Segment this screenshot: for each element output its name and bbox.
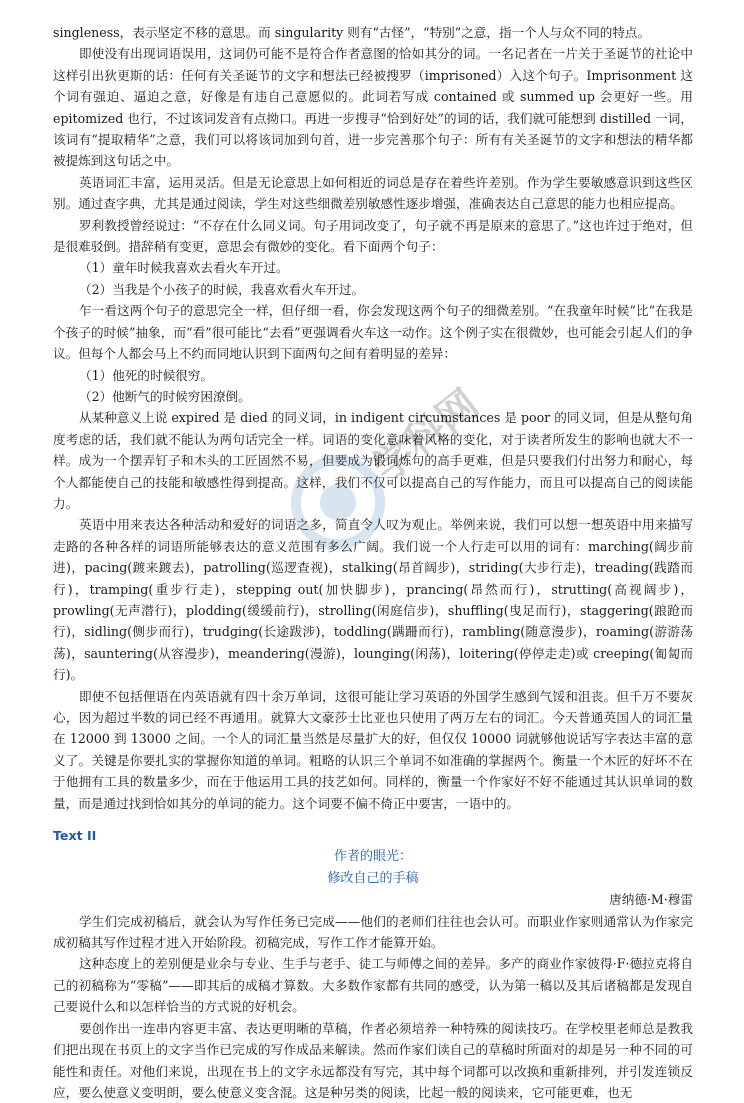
paragraph: 罗利教授曾经说过：“不存在什么同义词。句子用词改变了，句子就不再是原来的意思了。”这也许过于绝对，但是很难驳倒。措辞稍有变更，意思会有微妙的变化。看下面两个句子： <box>53 217 693 255</box>
article-title-line-2: 修改自己的手稿 <box>327 870 419 886</box>
paragraph: 从某种意义上说 expired 是 died 的同义词，in indigent circumstances 是 poor 的同义词，但是从整句角度考虑的话，我们就不能认为两句话完全一样。词语的变化意味着风格的变化，对于读者所发生的影响也就大不一样。成为一个摆弄钉子和木头的工匠固然不易，但要成为锻词炼句的高手更难，但是只要我们付出努力和耐心，每个人都能使自己的技能和敏感性得到提高。这样，我们不仅可以提高自己的写作能力，而且可以提高自己的阅读能力。 <box>53 410 693 511</box>
paragraph: 即使不包括俚语在内英语就有四十余万单词，这很可能让学习英语的外国学生感到气馁和沮丧。但千万不要灰心，因为超过半数的词已经不再通用。就算大文豪莎士比亚也只使用了两万左右的词汇。今天普通英国人的词汇量在 12000 到 13000 之间。一个人的词汇量当然是尽量扩大的好，但仅仅 10000 词就够他说话写字表达丰富的意义了。关键是你要扎实的掌握你知道的单词。粗略的认识三个单词不如准确的掌握两个。衡量一个木匠的好坏不在于他拥有工具的数量多少，而在于他运用工具的技艺如何。同样的，衡量一个作家好不好不能通过其认识单词的数量，而是通过找到恰如其分的单词的能力。这个词要不偏不倚正中要害，一语中的。 <box>53 688 693 811</box>
article-author: 唐纳德·M·穆雷 <box>609 892 693 908</box>
example-sentence: （2）当我是个小孩子的时候，我喜欢看火车开过。 <box>79 281 365 297</box>
paragraph: 学生们完成初稿后，就会认为写作任务已完成——他们的老师们往往也会认可。而职业作家则通常认为作家完成初稿其写作过程才进入开始阶段。初稿完成，写作工作才能算开始。 <box>53 913 693 951</box>
paragraph: 英语词汇丰富，运用灵活。但是无论意思上如何相近的词总是存在着些许差别。作为学生要敏感意识到这些区别。通过查字典，尤其是通过阅读，学生对这些细微差别敏感性逐步增强，准确表达自己意思的能力也相应提高。 <box>53 174 693 212</box>
body-text-upper <box>53 22 693 814</box>
document-page <box>53 22 693 1103</box>
paragraph: singleness，表示坚定不移的意思。而 singularity 则有“古怪”，“特别”之意，指一个人与众不同的特点。 <box>53 25 651 40</box>
paragraph: 乍一看这两个句子的意思完全一样，但仔细一看，你会发现这两个句子的细微差别。“在我童年时候”比“在我是个孩子的时候”抽象，而“看”很可能比“去看”更强调看火车这一动作。这个例子实在很微妙，也可能会引起人们的争议。但每个人都会马上不约而同地认识到下面两句之间有着明显的差异： <box>53 303 693 362</box>
section-label: Text II <box>53 828 97 844</box>
example-sentence: （1）童年时候我喜欢去看火车开过。 <box>79 260 289 276</box>
svg-text:学科网: 学科网 <box>364 381 488 492</box>
paragraph: 这种态度上的差别便是业余与专业、生手与老手、徒工与师傅之间的差异。多产的商业作家彼得·F·德拉克将自己的初稿称为“零稿”——即其后的成稿才算数。大多数作家都有共同的感受，认为第一稿以及其后诸稿都是发现自己要说什么和以怎样恰当的方式说的好机会。 <box>53 956 693 1015</box>
article-title-line-1: 作者的眼光： <box>333 849 412 865</box>
paragraph: 即使没有出现词语误用，这词仍可能不是符合作者意图的恰如其分的词。一名记者在一片关于圣诞节的社论中这样引出狄更斯的话：任何有关圣诞节的文字和想法已经被搜罗（imprisoned）入这个句子。Imprisonment 这个词有强迫、逼迫之意，好像是有违自己意愿似的。此词若写成 contained 或 summed up 会更好一些。用 epitomized 也行，不过该词发音有点拗口。再进一步搜寻“恰到好处”的词的话，我们就可能想到 distilled 一词，该词有“提取精华”之意，我们可以将该词加到句首，进一步完善那个句子：所有有关圣诞节的文字和想法的精华都被提炼到这句话之中。 <box>53 46 693 169</box>
paragraph: 要创作出一连串内容更丰富、表达更明晰的草稿，作者必须培养一种特殊的阅读技巧。在学校里老师总是教我们把出现在书页上的文字当作已完成的写作成品来解读。然而作家们读自己的草稿时所面对的却是另一种不同的可能性和责任。对他们来说，出现在书上的文字永远都没有写完，其中每个词都可以改换和重新排列，并引发连锁反应，要么使意义变明朗，要么使意义变含混。这是种另类的阅读，比起一般的阅读来，它可能更难，也无 <box>53 1020 693 1100</box>
body-text-lower <box>53 911 693 1103</box>
example-sentence: （2）他断气的时候穷困潦倒。 <box>79 388 251 404</box>
paragraph: 英语中用来表达各种活动和爱好的词语之多，简直令人叹为观止。举例来说，我们可以想一想英语中用来描写走路的各种各样的词语所能够表达的意义范围有多么广阔。我们说一个人行走可以用的词有：marching(阔步前进)，pacing(踱来踱去)，patrolling(巡逻查视)，stalking(昂首阔步)，striding(大步行走)，treading(践踏而行)，tramping(重步行走)，stepping out(加快脚步)，prancing(昂然而行)，strutting(高视阔步)，prowling(无声潜行)，plodding(缓缓前行)，strolling(闲庭信步)，shuffling(曳足而行)，staggering(踉跄而行)，sidling(侧步而行)，trudging(长途跋涉)，toddling(蹒跚而行)，rambling(随意漫步)，roaming(游游荡荡)，sauntering(从容漫步)，meandering(漫游)，lounging(闲荡)，loitering(停停走走)或 creeping(匍匐而行)。 <box>53 517 693 683</box>
example-sentence: （1）他死的时候很穷。 <box>79 367 213 383</box>
